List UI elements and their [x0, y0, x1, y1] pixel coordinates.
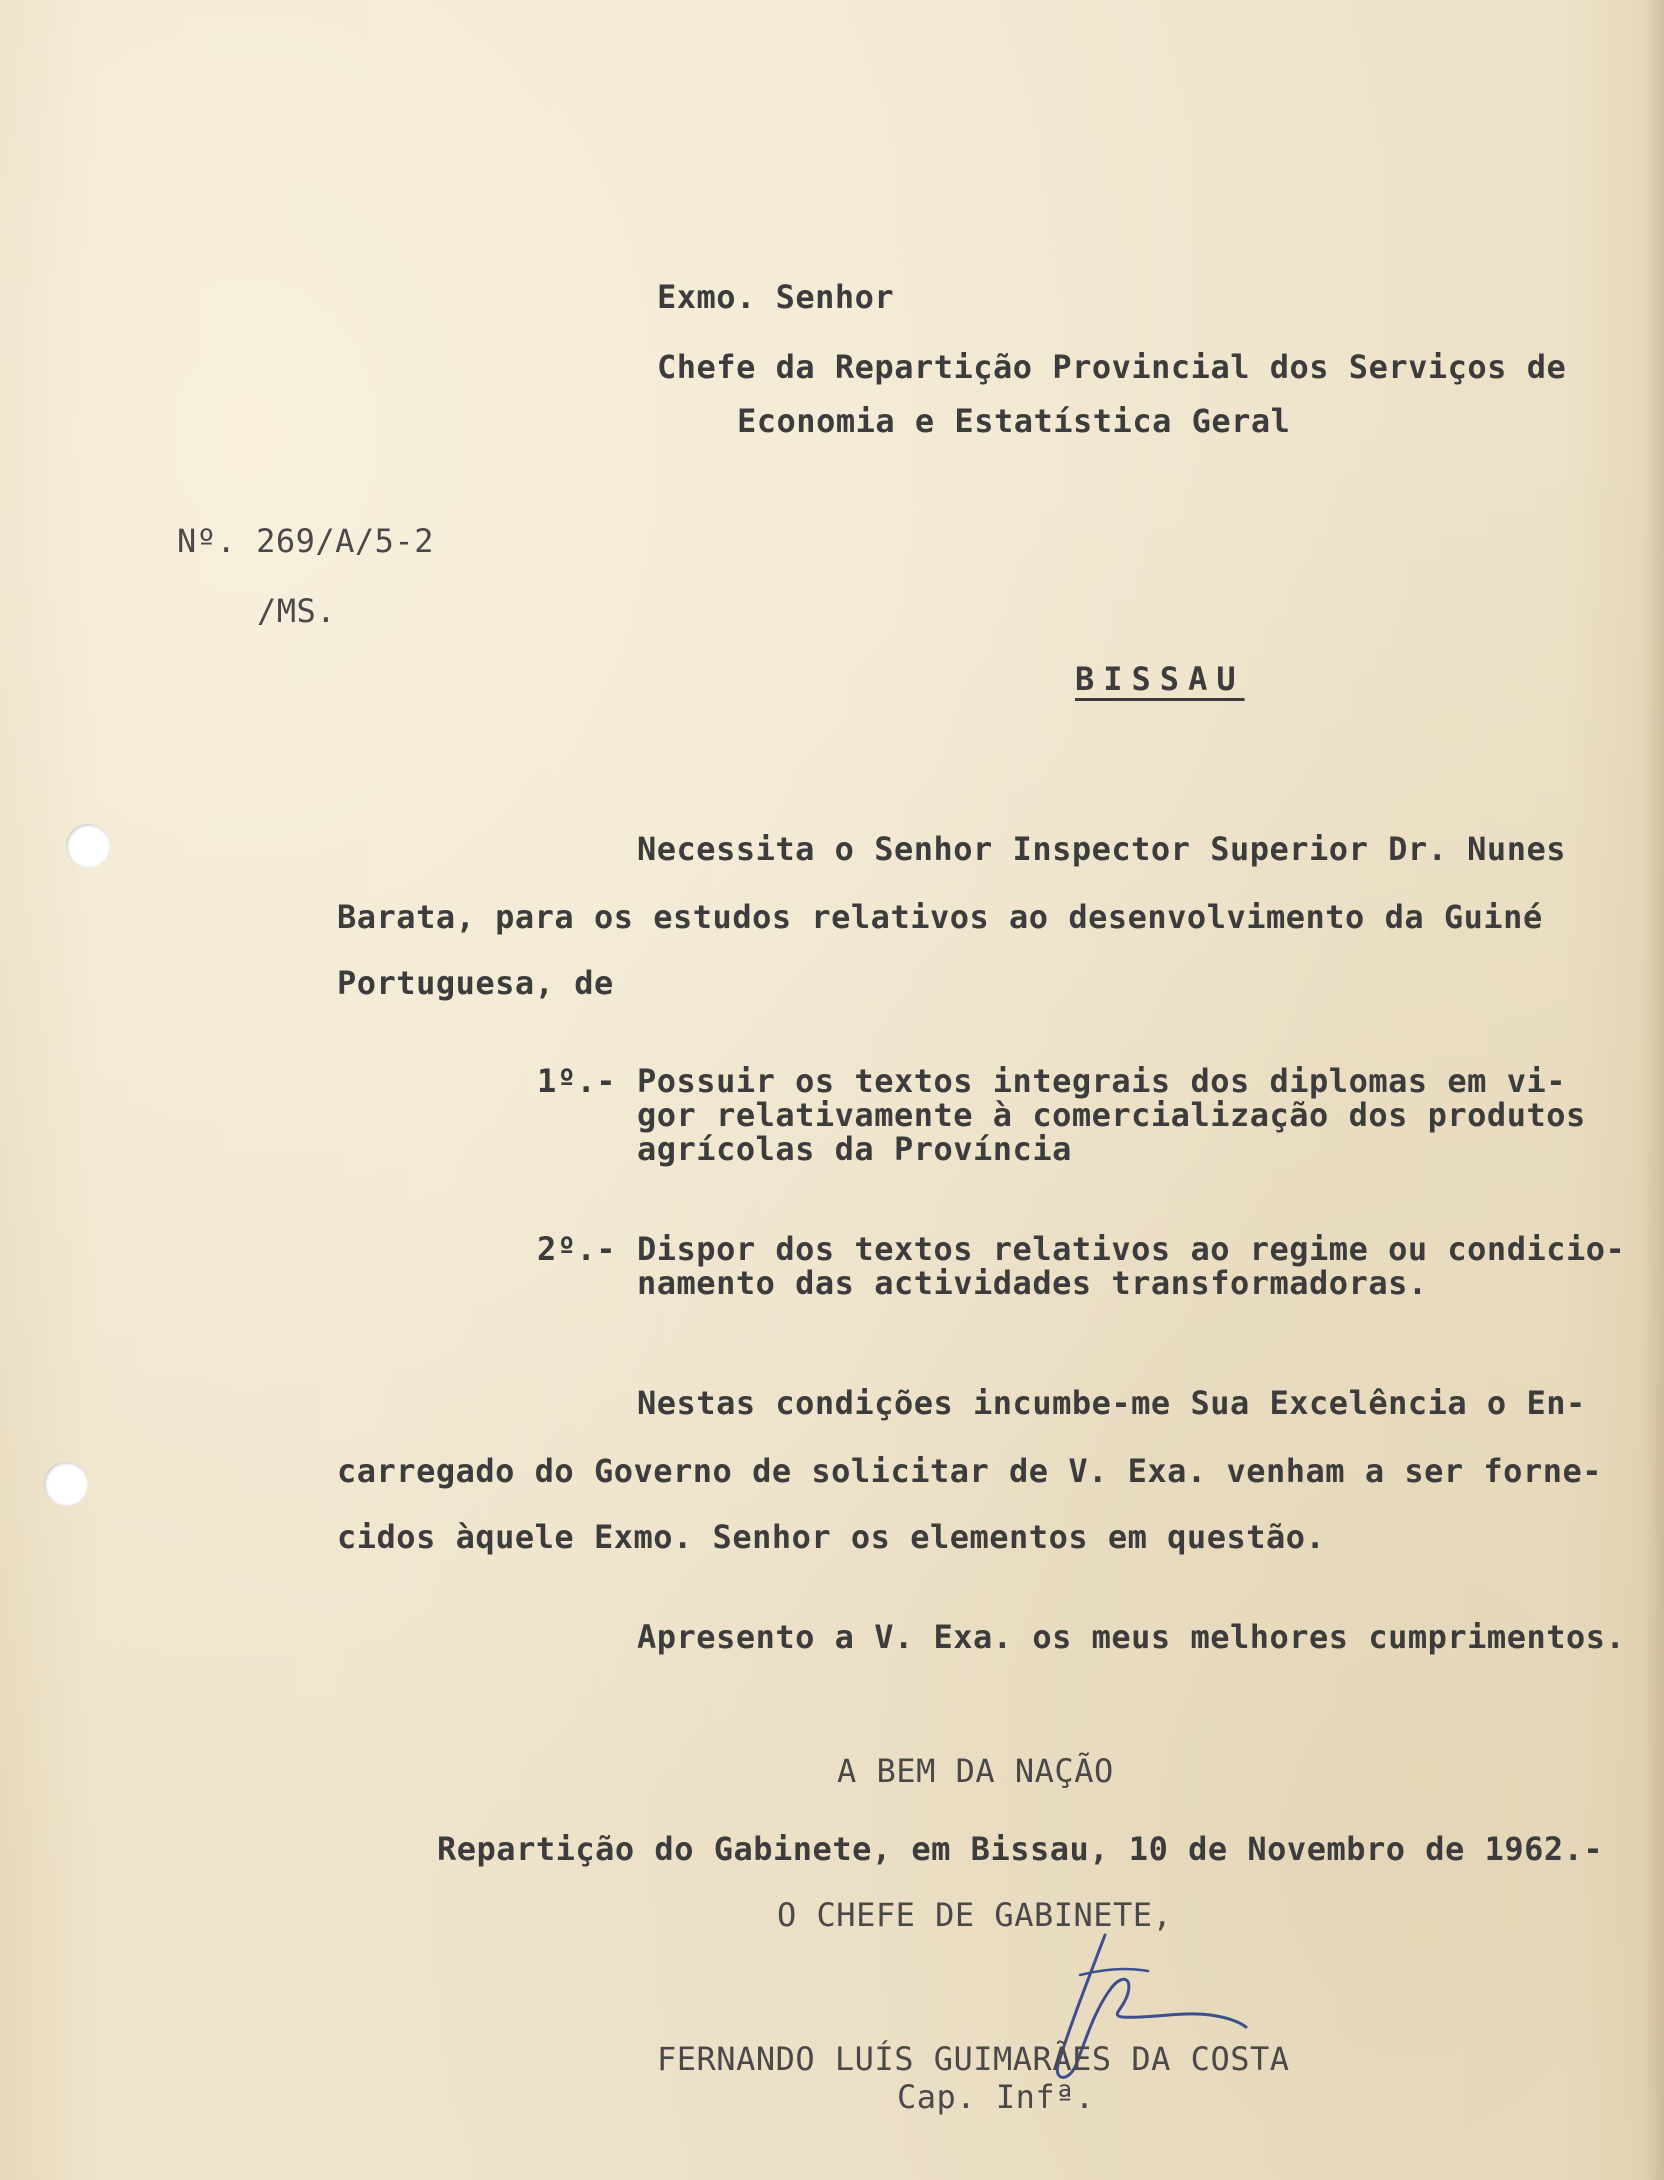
signatory-name: FERNANDO LUÍS GUIMARÃES DA COSTA — [657, 2040, 1290, 2078]
paragraph-2-line-1: Nestas condições incumbe-me Sua Excelência o En- — [637, 1384, 1586, 1422]
signatory-title: O CHEFE DE GABINETE, — [777, 1896, 1173, 1934]
recipient-line-1: Chefe da Repartição Provincial dos Serviços de — [657, 348, 1567, 386]
recipient-line-2: Economia e Estatística Geral — [737, 402, 1291, 440]
punch-hole-top — [66, 824, 110, 868]
place-date: Repartição do Gabinete, em Bissau, 10 de Novembro de 1962.- — [437, 1830, 1604, 1868]
item-2-line-2: namento das actividades transformadoras. — [637, 1264, 1428, 1302]
paragraph-1-line-3: Portuguesa, de — [337, 964, 614, 1002]
item-1-line-1: Possuir os textos integrais dos diplomas em vi- — [637, 1062, 1566, 1100]
item-2-line-1: Dispor dos textos relativos ao regime ou condicio- — [637, 1230, 1626, 1268]
paragraph-1-line-2: Barata, para os estudos relativos ao desenvolvimento da Guiné — [337, 898, 1543, 936]
reference-number: Nº. 269/A/5-2 — [177, 522, 434, 560]
location-heading: BISSAU — [1075, 660, 1245, 698]
item-1-number: 1º.- — [537, 1062, 617, 1100]
signatory-rank: Cap. Infª. — [897, 2078, 1095, 2116]
item-2-number: 2º.- — [537, 1230, 617, 1268]
page-edge-shadow — [1642, 0, 1664, 2180]
paragraph-2-line-3: cidos àquele Exmo. Senhor os elementos em questão. — [337, 1518, 1326, 1556]
salutation: Exmo. Senhor — [657, 278, 895, 316]
item-1-line-3: agrícolas da Província — [637, 1130, 1072, 1168]
motto: A BEM DA NAÇÃO — [837, 1752, 1114, 1790]
paragraph-2-line-2: carregado do Governo de solicitar de V. Exa. venham a ser forne- — [337, 1452, 1602, 1490]
reference-suffix: /MS. — [257, 592, 337, 630]
item-1-line-2: gor relativamente à comercialização dos produtos — [637, 1096, 1586, 1134]
closing-line: Apresento a V. Exa. os meus melhores cumprimentos. — [637, 1618, 1626, 1656]
punch-hole-bottom — [44, 1462, 88, 1506]
paragraph-1-line-1: Necessita o Senhor Inspector Superior Dr. Nunes — [637, 830, 1566, 868]
